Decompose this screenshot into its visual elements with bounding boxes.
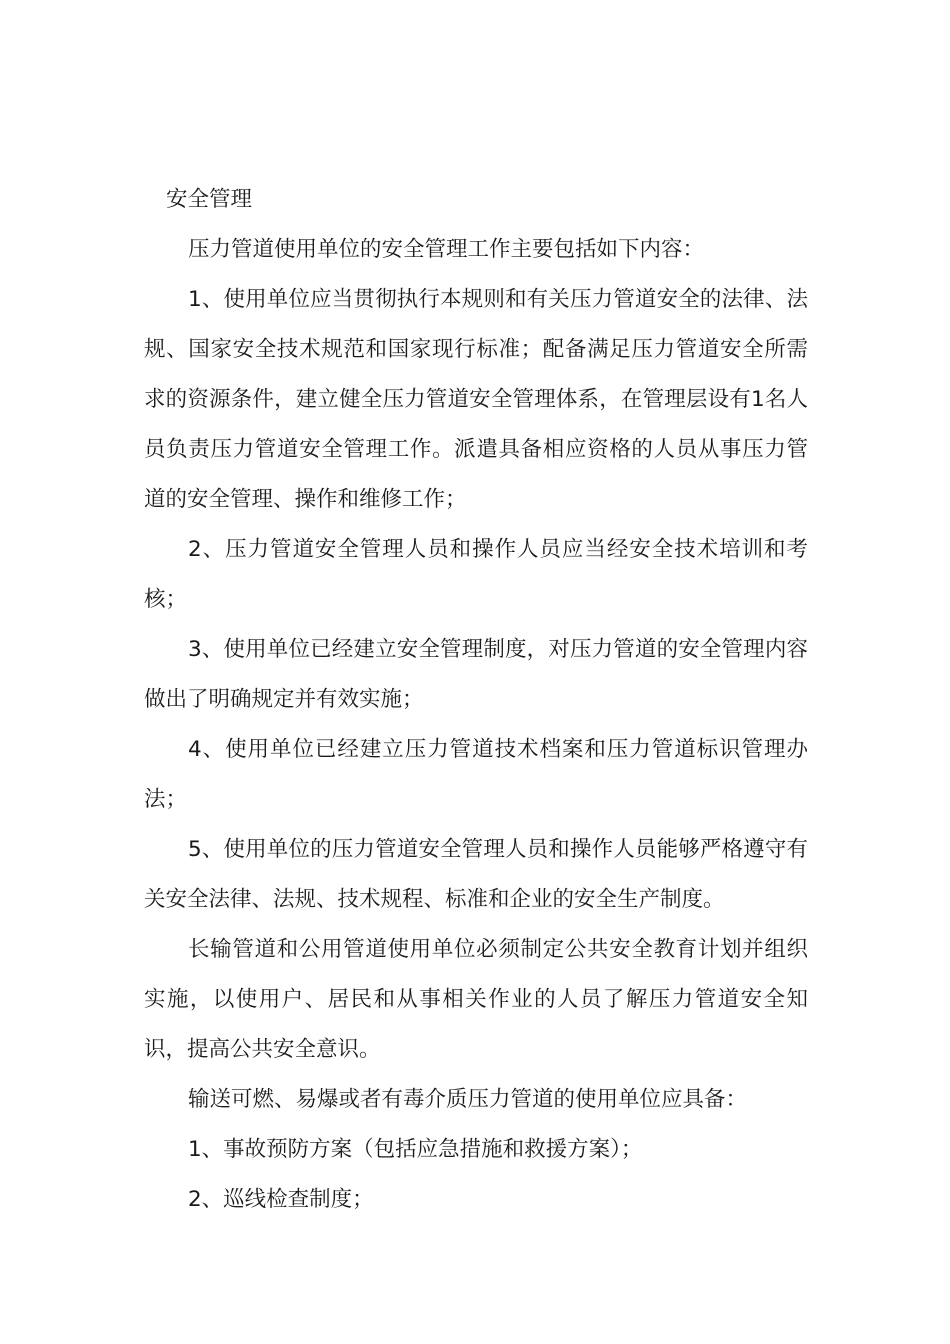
paragraph-hazardous-requirements: 输送可燃、易爆或者有毒介质压力管道的使用单位应具备： bbox=[188, 1087, 748, 1112]
paragraph-requirement-2: 2、巡线检查制度； bbox=[188, 1187, 374, 1212]
paragraph-item-2: 2、压力管道安全管理人员和操作人员应当经安全技术培训和考核； bbox=[144, 537, 808, 612]
paragraph-public-education: 长输管道和公用管道使用单位必须制定公共安全教育计划并组织实施，以使用户、居民和从事相关作业的人员了解压力管道安全知识，提高公共安全意识。 bbox=[144, 937, 808, 1062]
paragraph-item-4: 4、使用单位已经建立压力管道技术档案和压力管道标识管理办法； bbox=[144, 737, 808, 812]
document-body bbox=[144, 175, 808, 1225]
paragraph-item-3: 3、使用单位已经建立安全管理制度，对压力管道的安全管理内容做出了明确规定并有效实施； bbox=[144, 637, 808, 712]
paragraph-requirement-1: 1、事故预防方案（包括应急措施和救援方案）； bbox=[188, 1137, 643, 1162]
document-title: 安全管理 bbox=[166, 187, 253, 212]
paragraph-item-5: 5、使用单位的压力管道安全管理人员和操作人员能够严格遵守有关安全法律、法规、技术规程、标准和企业的安全生产制度。 bbox=[144, 837, 808, 912]
paragraph-item-1: 1、使用单位应当贯彻执行本规则和有关压力管道安全的法律、法规、国家安全技术规范和国家现行标准；配备满足压力管道安全所需求的资源条件，建立健全压力管道安全管理体系，在管理层设有1名人员负责压力管道安全管理工作。派遣具备相应资格的人员从事压力管道的安全管理、操作和维修工作； bbox=[144, 287, 808, 512]
paragraph-intro: 压力管道使用单位的安全管理工作主要包括如下内容： bbox=[188, 237, 705, 262]
